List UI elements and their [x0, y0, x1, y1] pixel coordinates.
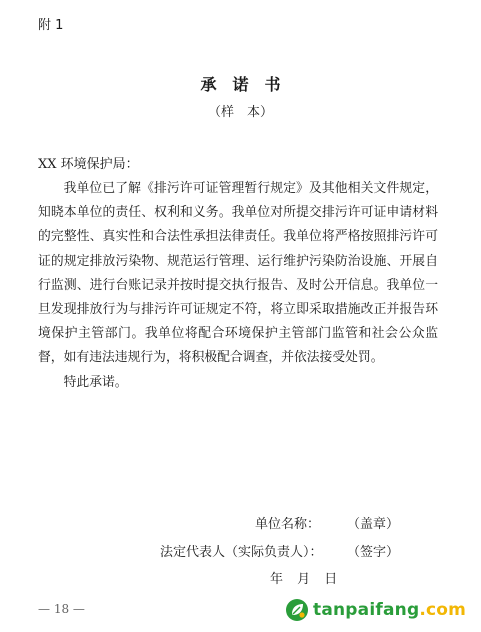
unit-seal-placeholder: （盖章） [347, 517, 400, 532]
unit-name-label: 单位名称： [255, 517, 321, 532]
closing-paragraph: 特此承诺。 [63, 374, 128, 390]
addressee: XX 环境保护局： [38, 157, 139, 172]
commitment-body [38, 177, 438, 395]
watermark-text: tanpaifang.com [313, 600, 467, 620]
legal-rep-signature-placeholder: （签字） [347, 545, 400, 560]
body-paragraph: 我单位已了解《排污许可证管理暂行规定》及其他相关文件规定，知晓本单位的责任、权利和义务。我单位对所提交排污许可证申请材料的完整性、真实性和合法性承担法律责任。我单位将严格按照排污许可证的规定排放污染物、规范运行管理、运行维护污染防治设施、开展自行监测、进行台账记录并按时提交执行报告、及时公开信息。我单位一旦发现排放行为与排污许可证规定不符，将立即采取措施改正并报告环境保护主管部门。我单位将配合环境保护主管部门监管和社会公众监督，如有违法违规行为，将积极配合调查，并依法接受处罚。 [38, 181, 438, 366]
document-subtitle: （样 本） [207, 105, 273, 120]
leaf-logo-icon [285, 598, 309, 622]
page-number: — 18 — [38, 602, 85, 616]
date-line: 年 月 日 [270, 572, 338, 587]
document-title: 承 诺 书 [200, 75, 281, 94]
attachment-label: 附 1 [38, 18, 64, 33]
watermark-logo [285, 598, 466, 622]
legal-rep-label: 法定代表人（实际负责人）： [160, 545, 323, 560]
